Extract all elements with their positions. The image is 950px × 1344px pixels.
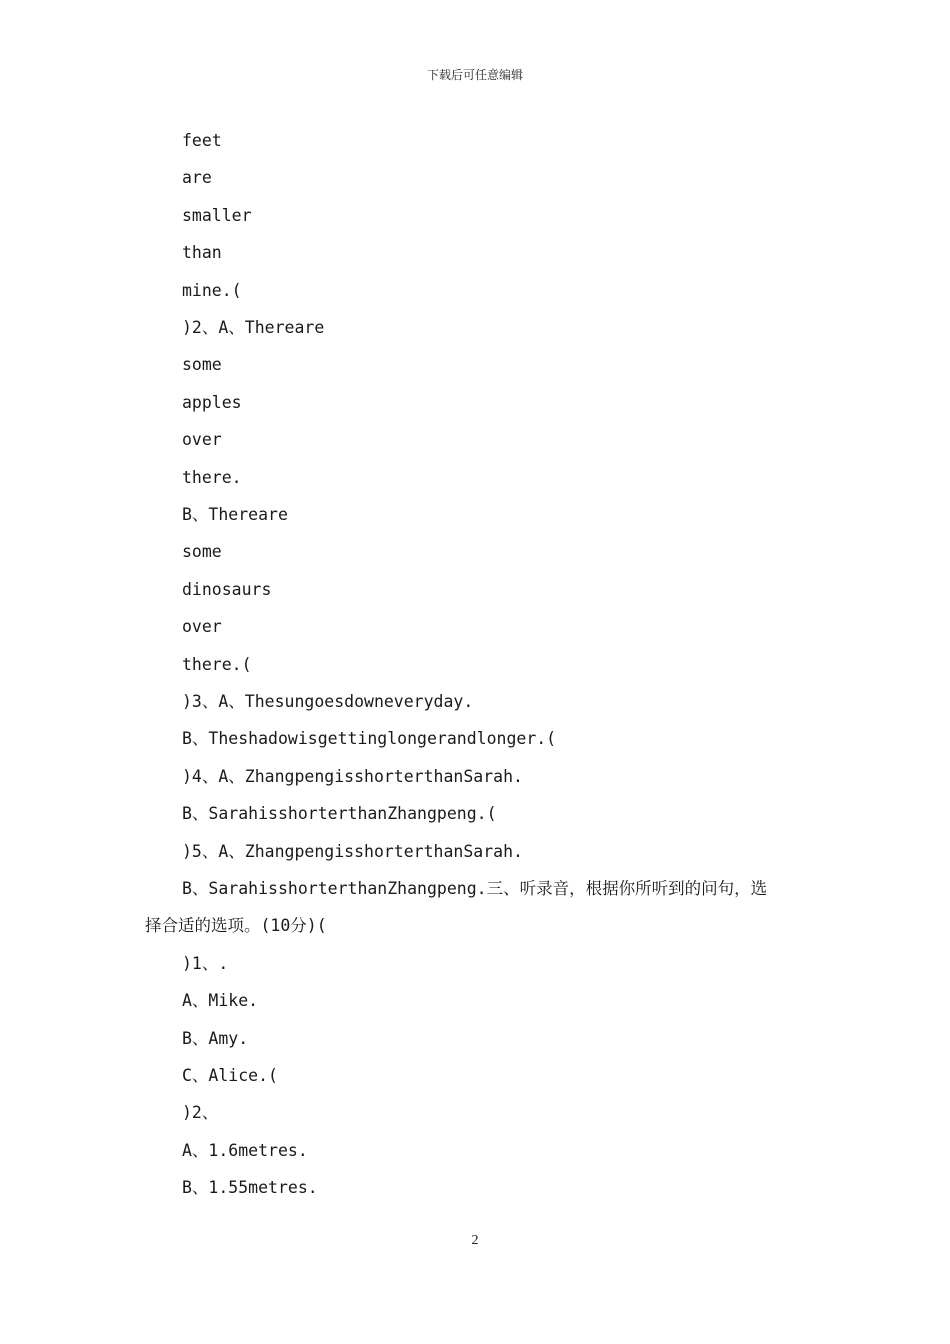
text-line: B、SarahisshorterthanZhangpeng.( bbox=[182, 804, 497, 824]
text-line: A、1.6metres. bbox=[182, 1140, 308, 1160]
text-line: )1、. bbox=[182, 953, 229, 973]
text-line: there. bbox=[182, 467, 242, 487]
text-line: some bbox=[182, 355, 222, 375]
text-line: dinosaurs bbox=[182, 579, 272, 599]
text-line: some bbox=[182, 542, 222, 562]
text-line: A、Mike. bbox=[182, 991, 259, 1011]
text-line: )2、 bbox=[182, 1103, 219, 1123]
text-line: )3、A、Thesungoesdowneveryday. bbox=[182, 692, 474, 711]
text-line: C、Alice.( bbox=[182, 1066, 278, 1085]
text-line: B、SarahisshorterthanZhangpeng.三、听录音，根据你所听到的问句，选 bbox=[182, 879, 768, 898]
text-line: feet bbox=[182, 131, 222, 150]
page-header: 下载后可任意编辑 bbox=[426, 68, 523, 82]
text-line: mine.( bbox=[182, 280, 242, 300]
text-line: B、Thereare bbox=[182, 505, 288, 524]
text-line: there.( bbox=[182, 654, 252, 674]
text-line: B、Amy. bbox=[182, 1028, 249, 1048]
text-line: )2、A、Thereare bbox=[182, 318, 325, 337]
text-line: are bbox=[182, 168, 212, 188]
text-line: 择合适的选项。(10分)( bbox=[145, 916, 327, 936]
page-number: 2 bbox=[471, 1233, 479, 1248]
text-line: than bbox=[182, 243, 222, 263]
text-line: over bbox=[182, 617, 222, 637]
text-line: smaller bbox=[182, 205, 252, 225]
text-line: B、Theshadowisgettinglongerandlonger.( bbox=[182, 729, 557, 749]
text-line: )4、A、ZhangpengisshorterthanSarah. bbox=[182, 766, 523, 786]
text-line: B、1.55metres. bbox=[182, 1178, 318, 1198]
text-line: )5、A、ZhangpengisshorterthanSarah. bbox=[182, 841, 523, 861]
text-line: apples bbox=[182, 392, 242, 412]
text-line: over bbox=[182, 430, 222, 450]
